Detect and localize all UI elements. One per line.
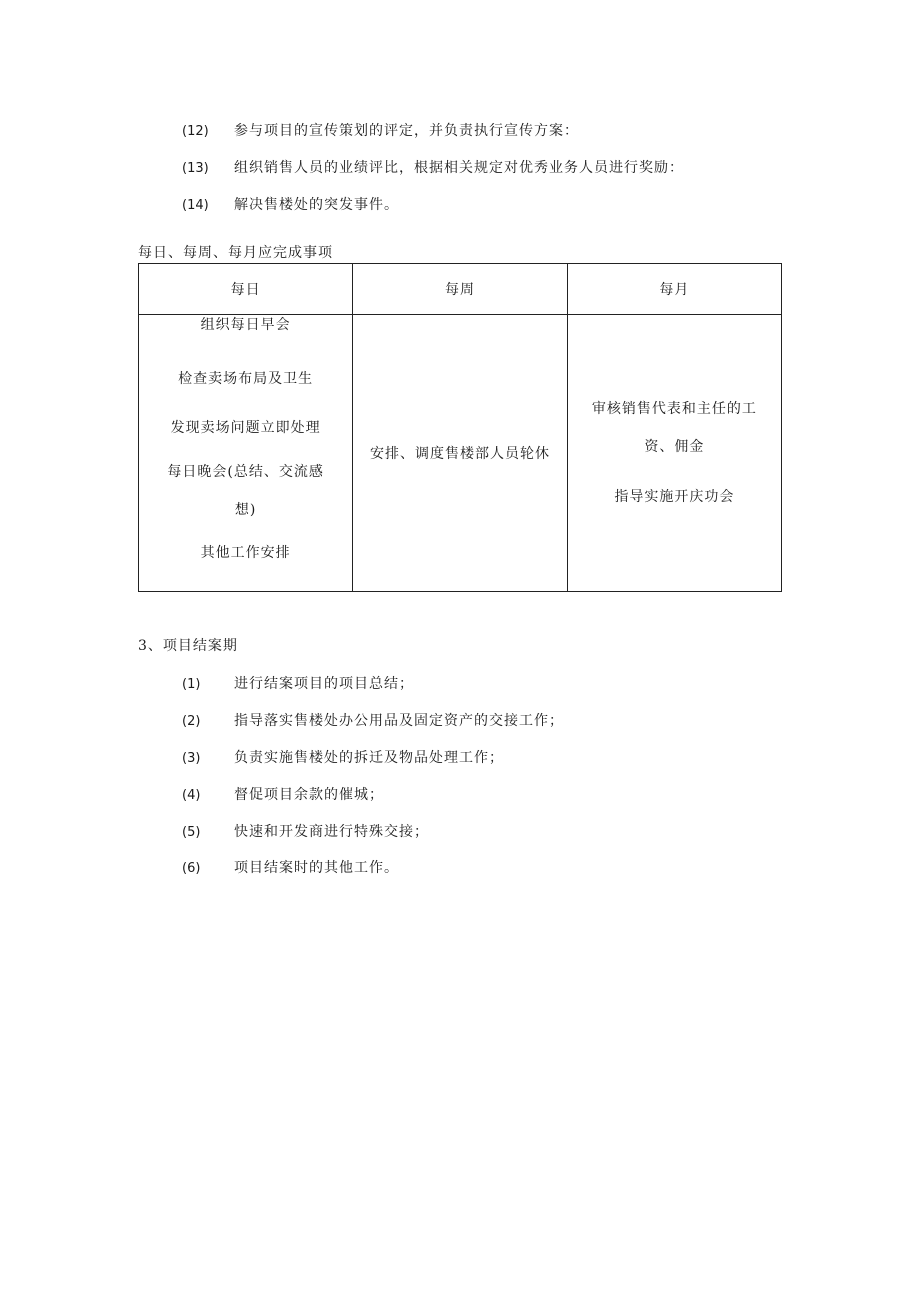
monthly-task: 审核销售代表和主任的工资、佣金 (591, 401, 757, 455)
monthly-task: 指导实施开庆功会 (614, 489, 735, 505)
weekly-task: 安排、调度售楼部人员轮休 (369, 446, 550, 462)
task-table (138, 263, 782, 592)
item-text: 快速和开发商进行特殊交接； (234, 824, 429, 840)
list-item (182, 749, 504, 768)
list-item (182, 675, 414, 694)
header-weekly: 每周 (353, 264, 567, 315)
list-item (182, 859, 399, 878)
table-header-row (139, 264, 782, 315)
item-number: (6) (182, 861, 201, 876)
item-text: 指导落实售楼处办公用品及固定资产的交接工作； (234, 713, 564, 729)
item-text: 进行结案项目的项目总结； (234, 676, 414, 692)
item-text: 负责实施售楼处的拆迁及物品处理工作； (234, 750, 504, 766)
table-caption: 每日、每周、每月应完成事项 (138, 245, 333, 261)
weekly-cell (353, 315, 567, 592)
item-text: 组织销售人员的业绩评比，根据相关规定对优秀业务人员进行奖励： (234, 160, 684, 176)
item-number: (3) (182, 751, 201, 766)
list-item (182, 196, 399, 215)
item-number: (5) (182, 825, 201, 840)
header-monthly: 每月 (567, 264, 781, 315)
item-number: (14) (182, 198, 209, 213)
list-item (182, 786, 384, 805)
daily-cell (139, 315, 353, 592)
daily-task: 发现卖场问题立即处理 (170, 420, 321, 436)
item-text: 解决售楼处的突发事件。 (234, 197, 399, 213)
item-number: (1) (182, 677, 201, 692)
item-number: (13) (182, 161, 209, 176)
daily-task: 检查卖场布局及卫生 (178, 371, 314, 387)
list-item (182, 122, 579, 141)
item-text: 项目结案时的其他工作。 (234, 860, 399, 876)
list-item (182, 159, 684, 178)
section-title: 3、项目结案期 (138, 638, 238, 654)
item-text: 督促项目余款的催城； (234, 787, 384, 803)
daily-task: 每日晚会(总结、交流感想) (167, 464, 324, 518)
monthly-cell (567, 315, 781, 592)
item-number: (4) (182, 788, 201, 803)
daily-task: 组织每日早会 (200, 317, 291, 333)
item-text: 参与项目的宣传策划的评定，并负责执行宣传方案： (234, 123, 579, 139)
daily-task: 其他工作安排 (200, 545, 291, 561)
item-number: (2) (182, 714, 201, 729)
table-row (139, 315, 782, 592)
header-daily: 每日 (139, 264, 353, 315)
list-item (182, 823, 429, 842)
item-number: (12) (182, 124, 209, 139)
list-item (182, 712, 564, 731)
